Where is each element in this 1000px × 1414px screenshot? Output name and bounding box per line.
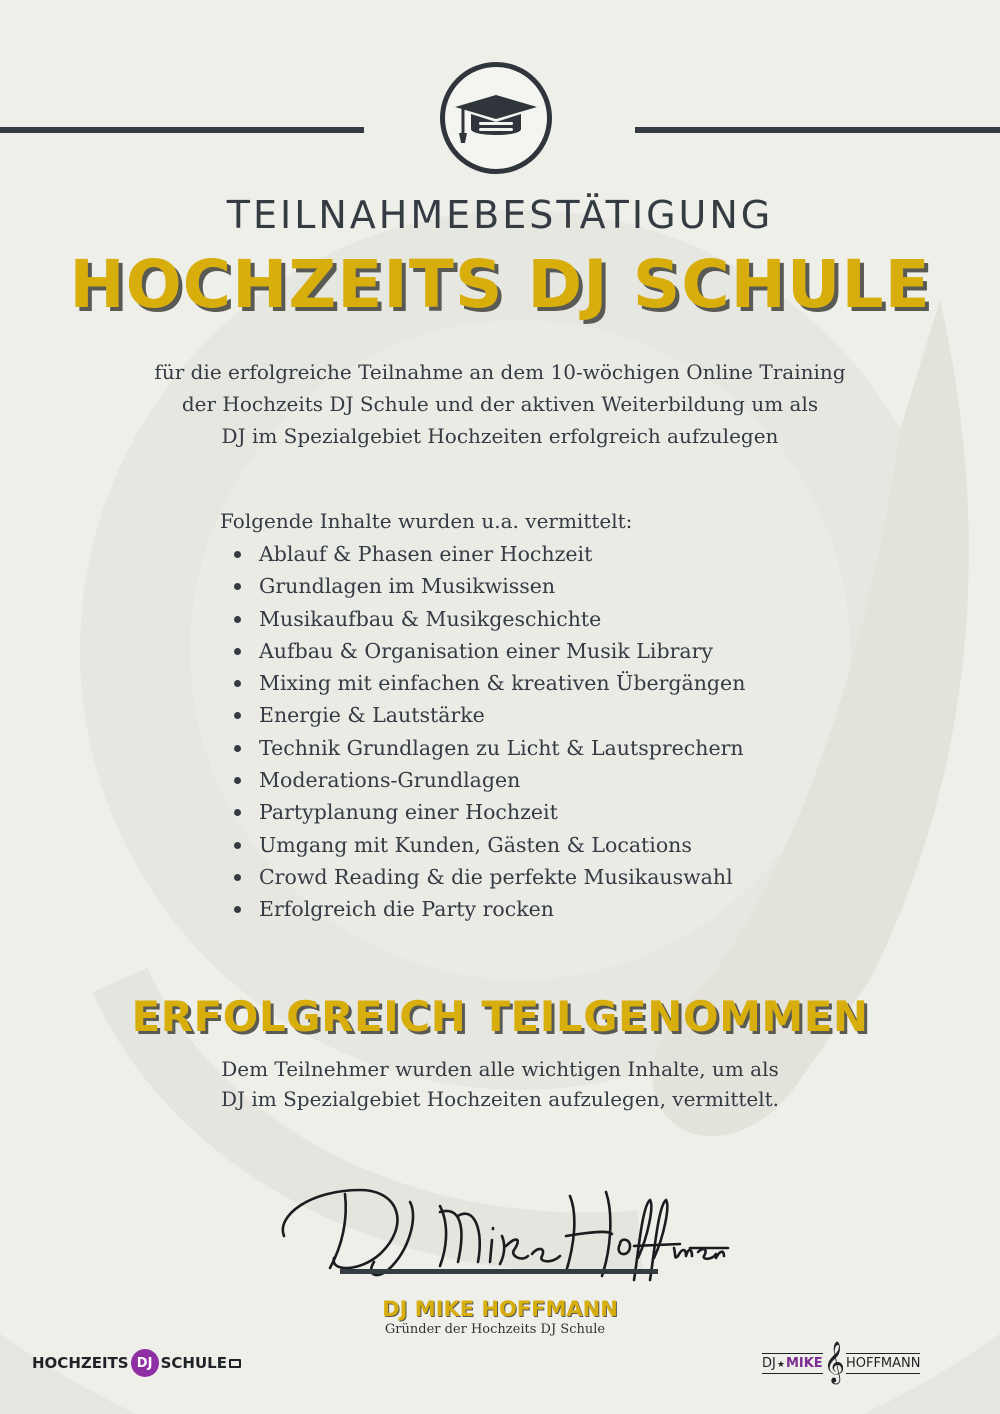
list-item	[232, 829, 745, 861]
graduation-cap-icon	[445, 67, 547, 169]
screen-icon	[229, 1359, 241, 1368]
bullet-icon	[234, 842, 241, 849]
signer-role: Gründer der Hochzeits DJ Schule	[384, 1322, 606, 1337]
bullet-icon	[234, 874, 241, 881]
intro-line: der Hochzeits DJ Schule und der aktiven Weiterbildung um als	[181, 392, 819, 416]
hochzeits-dj-schule-logo	[32, 1349, 241, 1377]
bullet-icon	[234, 616, 241, 623]
list-item	[232, 570, 745, 602]
treble-clef-icon: 𝄞	[823, 1342, 845, 1383]
bullet-icon	[234, 551, 241, 558]
graduation-cap-badge	[440, 62, 552, 174]
list-item-label: Musikaufbau & Musikgeschichte	[259, 606, 602, 631]
logo-right-right-box	[846, 1353, 921, 1374]
list-item	[232, 861, 745, 893]
bullet-icon	[234, 648, 241, 655]
header-rule-left	[0, 127, 364, 133]
list-item	[232, 603, 745, 635]
success-text	[100, 1054, 900, 1114]
list-item	[232, 635, 745, 667]
list-item-label: Partyplanung einer Hochzeit	[259, 800, 558, 825]
bullet-icon	[234, 809, 241, 816]
certificate-type-title: TEILNAHMEBESTÄTIGUNG	[226, 193, 774, 237]
intro-text	[100, 356, 900, 452]
school-title: HOCHZEITS DJ SCHULE	[69, 246, 931, 323]
bullet-icon	[234, 745, 241, 752]
success-line: Dem Teilnehmer wurden alle wichtigen Inhalte, um als	[221, 1057, 779, 1081]
list-item-label: Grundlagen im Musikwissen	[259, 574, 556, 599]
bullet-icon	[234, 680, 241, 687]
contents-list	[232, 538, 745, 926]
list-item-label: Ablauf & Phasen einer Hochzeit	[259, 542, 593, 566]
logo-right-text: MIKE	[785, 1355, 823, 1371]
logo-right-text: HOFFMANN	[845, 1355, 921, 1371]
intro-line: DJ im Spezialgebiet Hochzeiten erfolgreich aufzulegen	[221, 424, 779, 448]
success-line: DJ im Spezialgebiet Hochzeiten aufzulegen, vermittelt.	[220, 1087, 780, 1111]
list-item-label: Mixing mit einfachen & kreativen Übergängen	[259, 671, 746, 696]
logo-left-text: HOCHZEITS	[32, 1354, 129, 1372]
dj-mike-hoffmann-logo	[762, 1340, 920, 1386]
bullet-icon	[234, 777, 241, 784]
logo-left-text: SCHULE	[160, 1354, 227, 1372]
list-item	[232, 732, 745, 764]
list-item	[232, 699, 745, 731]
signature-line	[340, 1269, 658, 1274]
intro-line: für die erfolgreiche Teilnahme an dem 10-wöchigen Online Training	[154, 360, 846, 384]
star-icon: ★	[776, 1359, 785, 1370]
list-item	[232, 538, 745, 570]
list-item-label: Technik Grundlagen zu Licht & Lautsprechern	[259, 735, 744, 760]
list-item-label: Energie & Lautstärke	[259, 703, 485, 728]
success-title: ERFOLGREICH TEILGENOMMEN	[131, 992, 869, 1041]
list-item	[232, 796, 745, 828]
list-item-label: Umgang mit Kunden, Gästen & Locations	[259, 832, 692, 857]
logo-right-text: DJ	[762, 1355, 776, 1371]
bullet-icon	[234, 712, 241, 719]
list-item	[232, 667, 745, 699]
list-item	[232, 893, 745, 925]
list-item-label: Aufbau & Organisation einer Musik Library	[259, 638, 713, 663]
contents-heading: Folgende Inhalte wurden u.a. vermittelt:	[220, 509, 633, 533]
bullet-icon	[234, 906, 241, 913]
list-item-label: Erfolgreich die Party rocken	[259, 897, 554, 922]
list-item-label: Moderations-Grundlagen	[259, 768, 521, 793]
dj-badge: DJ	[131, 1349, 159, 1377]
list-item-label: Crowd Reading & die perfekte Musikauswahl	[259, 864, 733, 889]
header-rule-right	[635, 127, 1000, 133]
list-item	[232, 764, 745, 796]
bullet-icon	[234, 583, 241, 590]
signer-name: DJ MIKE HOFFMANN	[382, 1297, 618, 1321]
logo-right-left-box	[762, 1353, 823, 1374]
